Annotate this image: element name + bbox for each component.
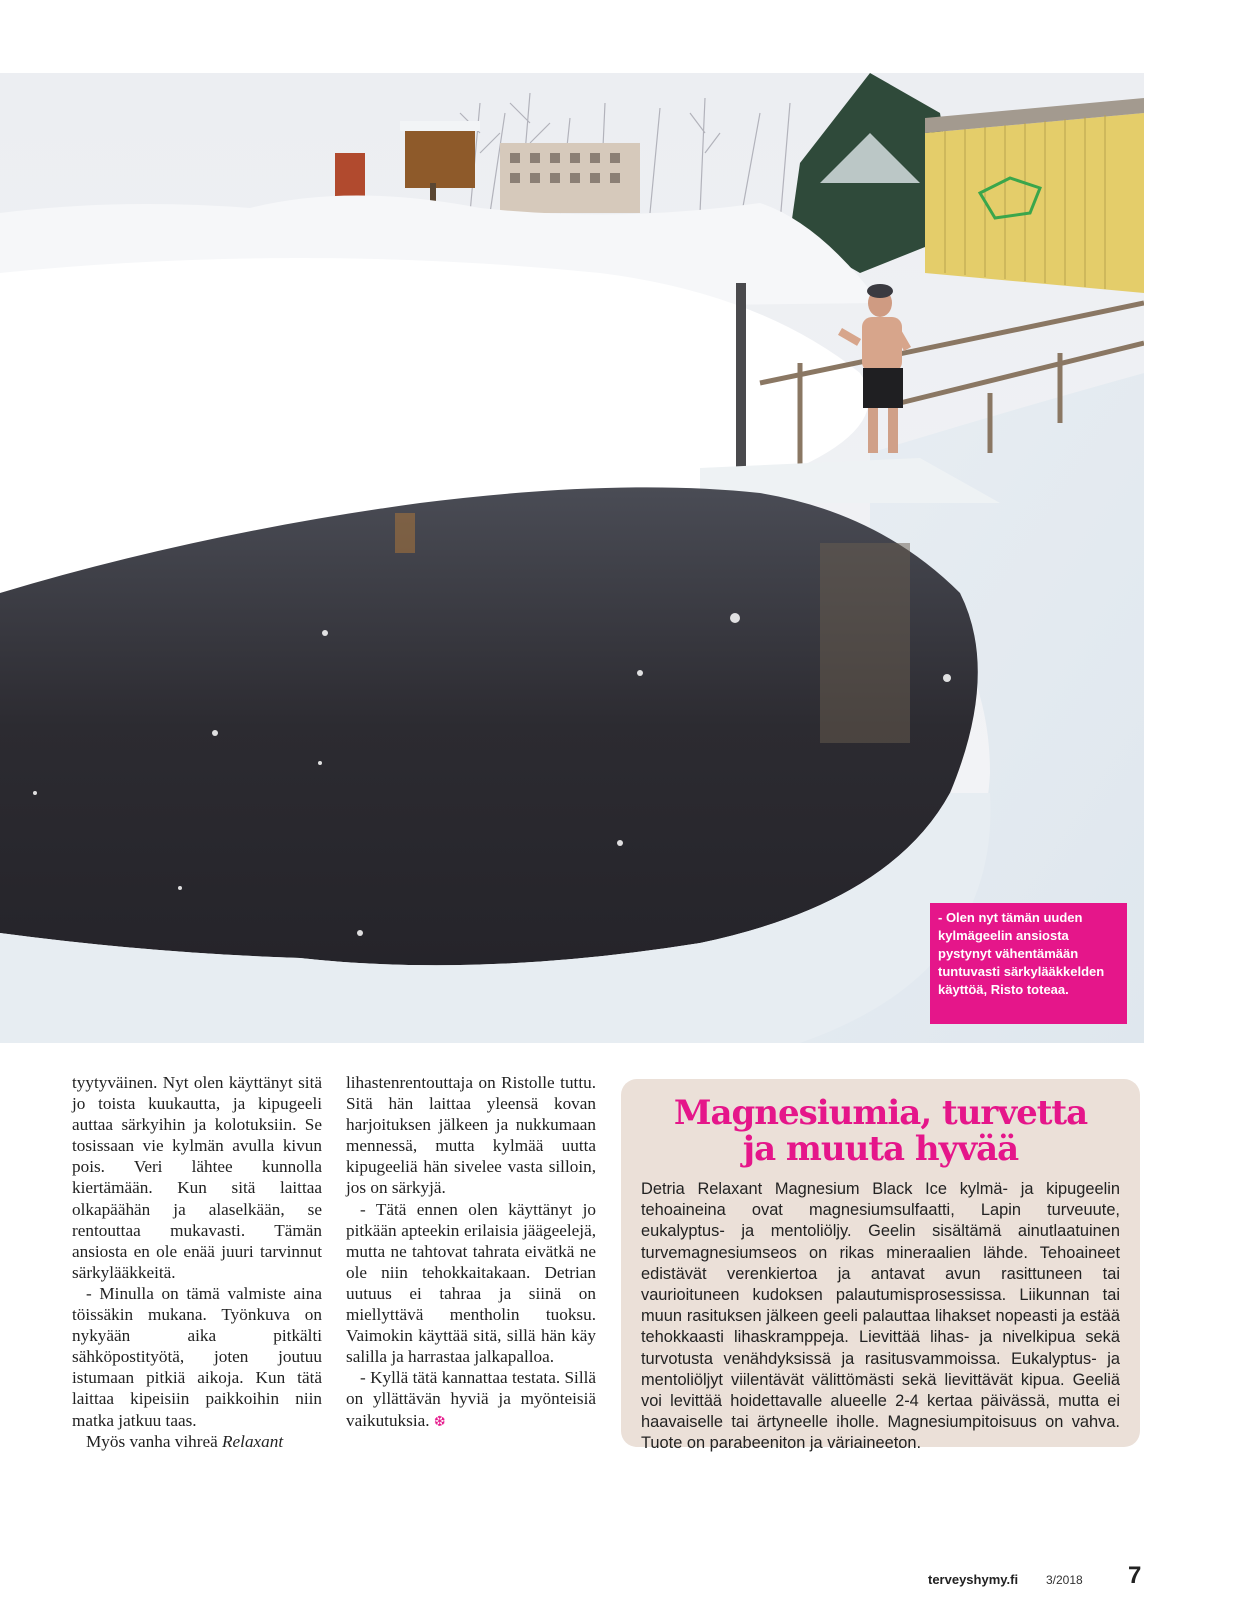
info-box-title (641, 1095, 1120, 1167)
article-text: - Kyllä tätä kannattaa testata. Sillä on yllättävän hyviä ja myönteisiä vaikutuksia. (346, 1368, 596, 1430)
page-footer (0, 1560, 1238, 1590)
article-column-2 (346, 1072, 596, 1433)
info-box-title-line-1: Magnesiumia, turvetta (673, 1093, 1088, 1133)
article-paragraph: lihastenrentouttaja on Ristolle tuttu. Sitä hän laittaa yleensä kovan harjoituksen jälkeen ja nukkumaan mennessä, mutta kylmää uutta kipugeeliä hän sivelee vasta silloin, jos on särkyjä. (346, 1073, 596, 1198)
end-mark-icon: ❆ (433, 1414, 446, 1430)
article-paragraph (346, 1367, 596, 1432)
product-name-italic: Relaxant (222, 1431, 284, 1451)
photo-caption: - Olen nyt tämän uuden kylmägeelin ansiosta pystynyt vähentämään tuntuvasti särkylääkkelden käyttöä, Risto toteaa. (930, 903, 1127, 1024)
article-paragraph: tyytyväinen. Nyt olen käyttänyt sitä jo toista kuukautta, ja kipugeeli auttaa särkyihin ja kolotuksiin. Se tosissaan vie kylmän avulla kivun pois. Veri lähtee kunnolla kiertämään. Kun sitä laittaa olkapäähän ja alaselkään, se rentouttaa mukavasti. Tämän ansiosta en ole enää juuri tarvinnut särkylääkkeitä. (72, 1073, 322, 1282)
article-paragraph: - Tätä ennen olen käyttänyt jo pitkään apteekin erilaisia jäägeelejä, mutta ne tahtovat tahrata eivätkä ne ole niin tehokkaitakaan. Detrian uutuus ei tahraa ja siinä on miellyttävä mentholin tuoksu. Vaimokin käyttää sitä, sillä hän käy salilla ja harrastaa jalkapalloa. (346, 1199, 596, 1367)
footer-issue: 3/2018 (1046, 1573, 1083, 1587)
article-paragraph (72, 1431, 322, 1452)
article-text: Myös vanha vihreä (86, 1431, 218, 1451)
article-paragraph: - Minulla on tämä valmiste aina töissäkin mukana. Työnkuva on nykyään aika pitkälti sähköpostityötä, joten joutuu istumaan pitkiä aikoja. Kun tätä laittaa kipeisiin paikkoihin niin matka jatkuu taas. (72, 1283, 322, 1430)
info-box-title-line-2: ja muuta hyvää (742, 1129, 1019, 1169)
footer-site: terveyshymy.fi (928, 1572, 1019, 1587)
winter-swimming-photo (0, 73, 1144, 1043)
info-box (621, 1079, 1140, 1453)
article-column-1 (72, 1072, 322, 1452)
info-box-body: Detria Relaxant Magnesium Black Ice kylmä- ja kipugeelin tehoaineina ovat magnesiumsulfaatti, Lapin turveuute, eukalyptus- ja mentoliöljy. Geelin sisältämä ainutlaatuinen turvemagnesiumseos on rikas mineraalien lähde. Tehoaineet edistävät verenkiertoa ja antavat avun rasittuneen tai vaurioituneen kudoksen palautumisprosessissa. Liikunnan tai muun rasituksen jälkeen geeli palauttaa lihakset nopeasti ja estää tehokkaasti lihaskramppeja. Lievittää lihas- ja nivelkipua sekä turvotusta venähdyksissä ja rasitusvammoissa. Eukalyptus- ja mentoliöljyt viilentävät välittömästi sekä lievittävät kipua. Geeliä voi levittää hoidettavalle alueelle 2-4 kertaa päivässä, mutta ei haavaiselle tai ärtyneelle iholle. Magnesiumpitoisuus on vahva. Tuote on parabeeniton ja väriaineeton. (641, 1180, 1120, 1453)
page-number: 7 (1128, 1562, 1142, 1589)
